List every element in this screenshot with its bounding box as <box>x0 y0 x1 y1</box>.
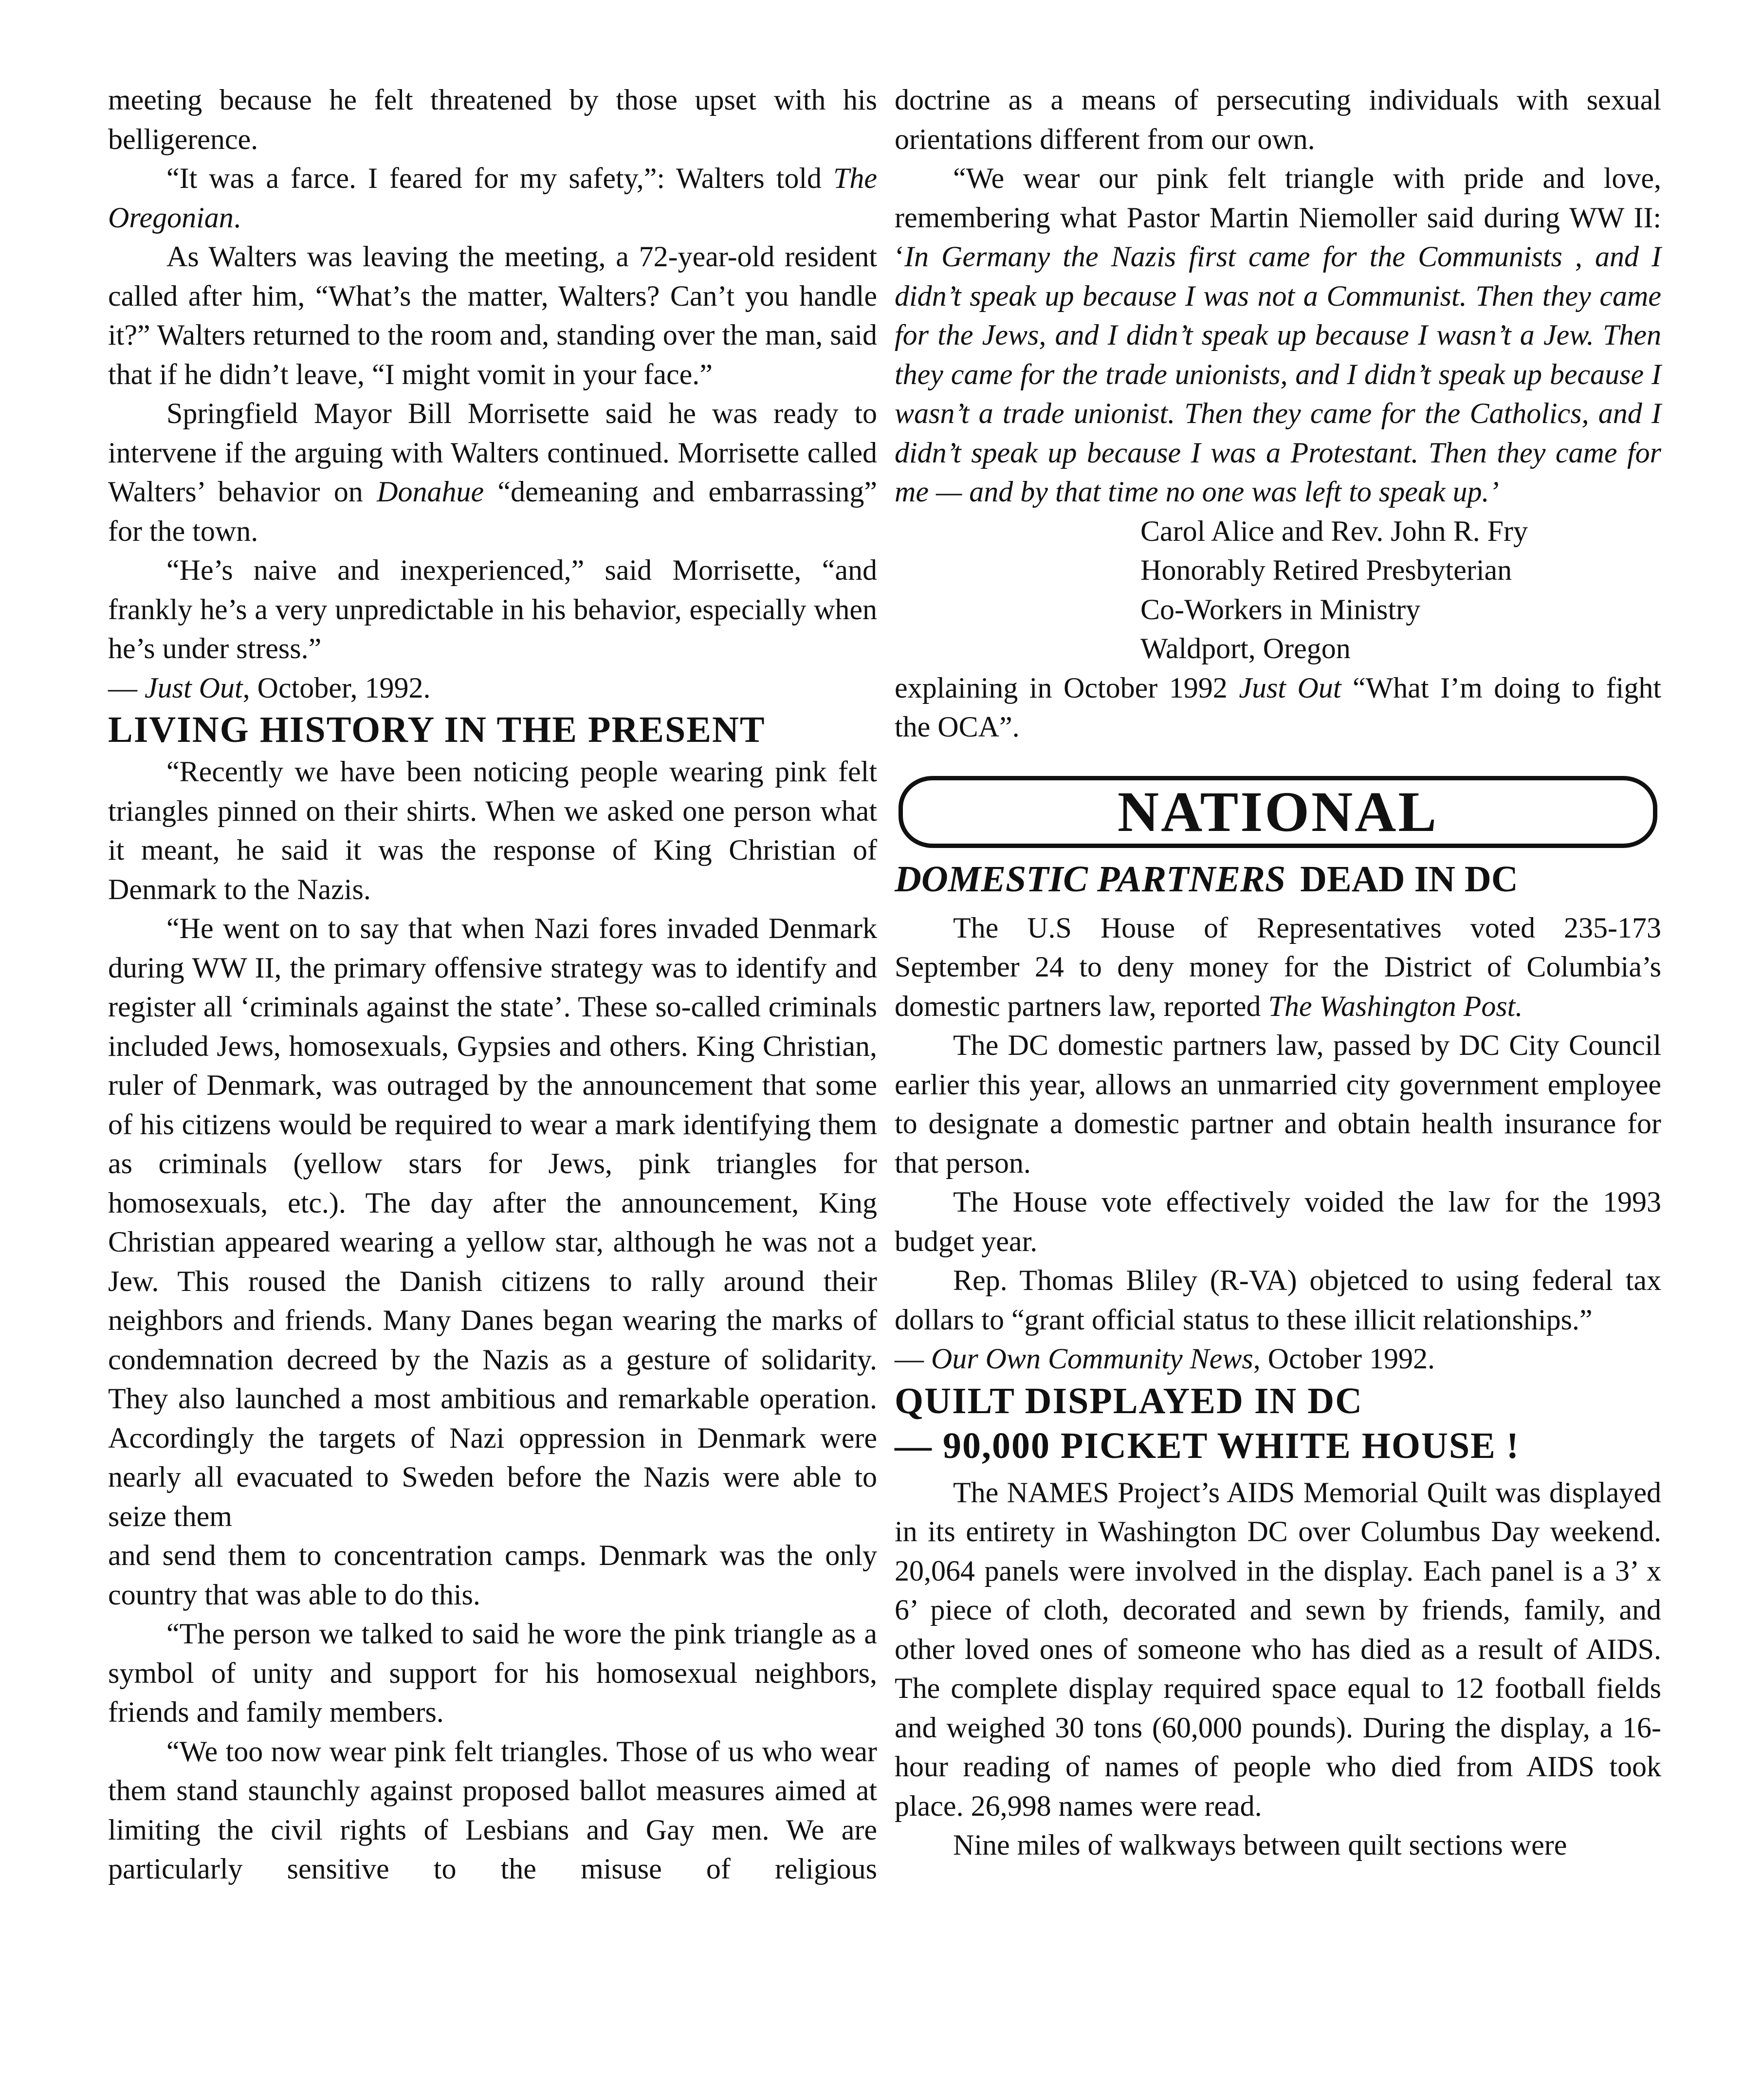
heading-quilt-line-2: — 90,000 PICKET WHITE HOUSE ! <box>895 1425 1520 1466</box>
source-citation: — Our Own Community News, October 1992. <box>895 1343 1435 1375</box>
heading-domestic-partners: DOMESTIC PARTNERS DEAD IN DC <box>895 858 1518 900</box>
article-paragraph: “He went on to say that when Nazi fores invaded Denmark during WW II, the primary offensive strategy was to identify and register all ‘criminals against the state’. These so-called criminals included Jews, homosexuals, Gypsies and others. King Christian, ruler of Denmark, was outraged by the announcement that some of his citizens would be required to wear a mark identifying them as criminals (yellow stars for Jews, pink triangles for homosexuals, etc.). The day after the announcement, King Christian appeared wearing a yellow star, although he was not a Jew. This roused the Danish citizens to rally around their neighbors and friends. Many Danes began wearing the marks of condemnation decreed by the Nazis as a gesture of solidarity. They also launched a most ambitious and remarkable operation. Accordingly the targets of Nazi oppression in Denmark were nearly all evacuated to Sweden before the Nazis were able to seize them <box>108 912 877 1532</box>
show-name: Donahue <box>377 476 484 508</box>
right-column <box>895 80 1661 1865</box>
article-paragraph: explaining in October 1992 Just Out “What I’m doing to fight the OCA”. <box>895 671 1662 743</box>
article-paragraph: and send them to concentration camps. Denmark was the only country that was able to do this. <box>108 1539 877 1611</box>
article-paragraph: meeting because he felt threatened by those upset with his belligerence. <box>108 84 877 155</box>
article-paragraph: Springfield Mayor Bill Morrisette said he was ready to intervene if the arguing with Walters continued. Morrisette called Walters’ behavior on Donahue “demeaning and embarrassing” for the town. <box>108 397 877 547</box>
signature-line: Co-Workers in Ministry <box>1140 593 1421 626</box>
article-paragraph: The House vote effectively voided the law for the 1993 budget year. <box>895 1186 1661 1257</box>
article-paragraph: doctrine as a means of persecuting individuals with sexual orientations different from our own. <box>895 84 1661 155</box>
article-paragraph: The NAMES Project’s AIDS Memorial Quilt was displayed in its entirety in Washington DC over Columbus Day weekend. 20,064 panels were involved in the display. Each panel is a 3’ x 6’ piece of cloth, decorated and sewn by friends, family, and other loved ones of someone who has died as a result of AIDS. The complete display required space equal to 12 football fields and weighed 30 tons (60,000 pounds). During the display, a 16-hour reading of names of people who died from AIDS took place. 26,998 names were read. <box>895 1476 1661 1822</box>
signature-line: Waldport, Oregon <box>1140 632 1351 664</box>
source-citation: — Just Out, October, 1992. <box>108 671 431 704</box>
heading-quilt-line-1: QUILT DISPLAYED IN DC <box>895 1380 1363 1421</box>
signature-block <box>895 512 1661 668</box>
article-paragraph: Nine miles of walkways between quilt sections were <box>953 1829 1567 1861</box>
article-paragraph: “He’s naive and inexperienced,” said Morrisette, “and frankly he’s a very unpredictable in his behavior, especially when he’s under stress.” <box>108 554 877 664</box>
article-paragraph: The U.S House of Representatives voted 235-173 September 24 to deny money for the District of Columbia’s domestic partners law, reported The Washington Post. <box>895 911 1661 1022</box>
article-paragraph: “It was a farce. I feared for my safety,”: Walters told The Oregonian. <box>108 162 877 234</box>
article-paragraph: As Walters was leaving the meeting, a 72-year-old resident called after him, “What’s the matter, Walters? Can’t you handle it?” Walters returned to the room and, standing over the man, said that if he didn’t leave, “I might vomit in your face.” <box>108 240 877 390</box>
niemoller-quote: “We wear our pink felt triangle with pride and love, remembering what Pastor Martin Niemoller said during WW II: ‘In Germany the Nazis first came for the Communists , and I didn’t speak up because I was not a Communist. Then they came for the Jews, and I didn’t speak up because I wasn’t a Jew. Then they came for the trade unionists, and I didn’t speak up because I wasn’t a trade unionist. Then they came for the Catholics, and I didn’t speak up because I was a Protestant. Then they came for me — and by that time no one was left to speak up.’ <box>895 162 1661 508</box>
article-paragraph: “We too now wear pink felt triangles. Those of us who wear them stand staunchly against proposed ballot measures aimed at limiting the civil rights of Lesbians and Gay men. We are particularly sensitive to the misuse of religious <box>108 1735 877 1885</box>
article-paragraph: “Recently we have been noticing people wearing pink felt triangles pinned on their shirts. When we asked one person what it meant, he said it was the response of King Christian of Denmark to the Nazis. <box>108 755 877 905</box>
section-banner-label: NATIONAL <box>1117 779 1439 844</box>
article-paragraph: Rep. Thomas Bliley (R-VA) objetced to using federal tax dollars to “grant official status to these illicit relationships.” <box>895 1264 1661 1336</box>
left-column <box>108 80 877 1889</box>
section-banner-national <box>899 776 1657 848</box>
article-paragraph: “The person we talked to said he wore the pink triangle as a symbol of unity and support for his homosexual neighbors, friends and family members. <box>108 1618 877 1728</box>
signature-line: Honorably Retired Presbyterian <box>1140 554 1512 586</box>
heading-living-history: LIVING HISTORY IN THE PRESENT <box>108 709 766 750</box>
article-paragraph: The DC domestic partners law, passed by DC City Council earlier this year, allows an unmarried city government employee to designate a domestic partner and obtain health insurance for that person. <box>895 1029 1661 1179</box>
signature-line: Carol Alice and Rev. John R. Fry <box>1140 515 1528 547</box>
publication-name: The Oregonian <box>108 162 877 234</box>
